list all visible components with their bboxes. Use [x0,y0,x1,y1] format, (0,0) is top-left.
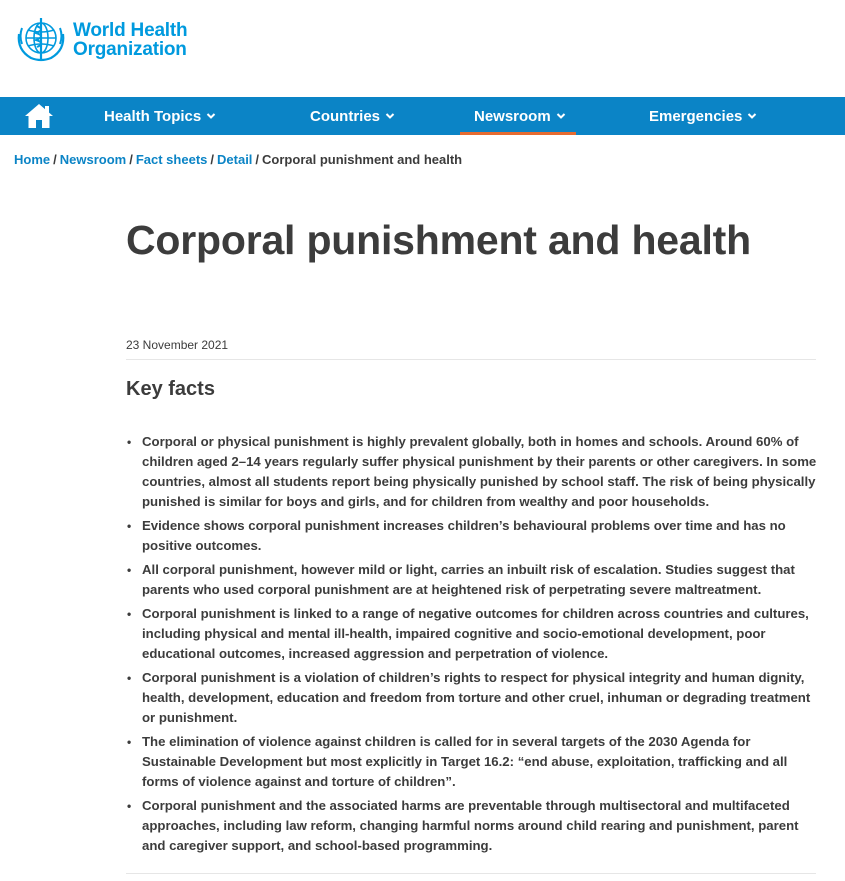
breadcrumb-separator: / [210,152,215,167]
chevron-down-icon [556,111,566,121]
key-fact-item: • Evidence shows corporal punishment increases children’s behavioural problems over time and has no positive outcomes. [126,516,821,556]
breadcrumb-current: Corporal punishment and health [262,152,463,167]
home-icon [23,102,55,130]
key-facts-list [126,432,821,860]
chevron-down-icon [747,111,757,121]
nav-countries[interactable] [310,97,395,135]
breadcrumb-separator: / [53,152,57,167]
breadcrumb-separator: / [255,152,260,167]
main-navigation [0,97,845,135]
breadcrumb-newsroom[interactable]: Newsroom [59,152,127,167]
breadcrumb [14,152,462,167]
key-fact-item: • Corporal punishment and the associated harms are preventable through multisectoral and multifaceted approaches, including law reform, changing harmful norms around child rearing and punishment, parent and caregiver support, and school-based programming. [126,796,821,856]
chevron-down-icon [385,111,395,121]
who-emblem-icon [13,14,69,66]
key-fact-item: • Corporal punishment is a violation of children’s rights to respect for physical integrity and human dignity, health, development, education and freedom from torture and other cruel, inhuman or degrading treatment or punishment. [126,668,821,728]
key-fact-item: • Corporal or physical punishment is highly prevalent globally, both in homes and schools. Around 60% of children aged 2–14 years regularly suffer physical punishment by their parents or other caregivers. In some countries, almost all students report being physically punished by school staff. The risk of being physically punished is similar for boys and girls, and for children from wealthy and poor households. [126,432,821,512]
key-fact-item: • All corporal punishment, however mild or light, carries an inbuilt risk of escalation. Studies suggest that parents who used corporal punishment are at heightened risk of perpetrating severe maltreatment. [126,560,821,600]
breadcrumb-separator: / [129,152,133,167]
breadcrumb-home[interactable]: Home [14,152,51,167]
nav-health-topics-label: Health Topics [104,107,202,125]
home-button[interactable] [22,101,56,131]
logo-line-1: World Health [73,20,188,41]
logo-line-2: Organization [73,39,187,60]
nav-emergencies[interactable] [649,97,757,135]
key-fact-item: • Corporal punishment is linked to a range of negative outcomes for children across countries and cultures, including physical and mental ill-health, impaired cognitive and socio-emotional development, poor educational outcomes, increased aggression and perpetration of violence. [126,604,821,664]
nav-health-topics[interactable] [104,97,216,135]
nav-newsroom-label: Newsroom [474,107,551,125]
divider [126,359,816,360]
key-facts-heading: Key facts [126,378,215,400]
breadcrumb-detail[interactable]: Detail [217,152,253,167]
nav-newsroom[interactable] [474,97,566,135]
nav-countries-label: Countries [310,107,381,125]
divider [126,873,816,874]
publish-date: 23 November 2021 [126,338,229,352]
page-title: Corporal punishment and health [126,217,751,263]
breadcrumb-fact-sheets[interactable]: Fact sheets [135,152,208,167]
site-logo[interactable] [13,14,187,66]
logo-wordmark [73,21,187,59]
chevron-down-icon [206,111,216,121]
key-fact-item: • The elimination of violence against children is called for in several targets of the 2030 Agenda for Sustainable Development but most explicitly in Target 16.2: “end abuse, exploitation, trafficking and all forms of violence against and torture of children”. [126,732,821,792]
nav-emergencies-label: Emergencies [649,107,743,125]
